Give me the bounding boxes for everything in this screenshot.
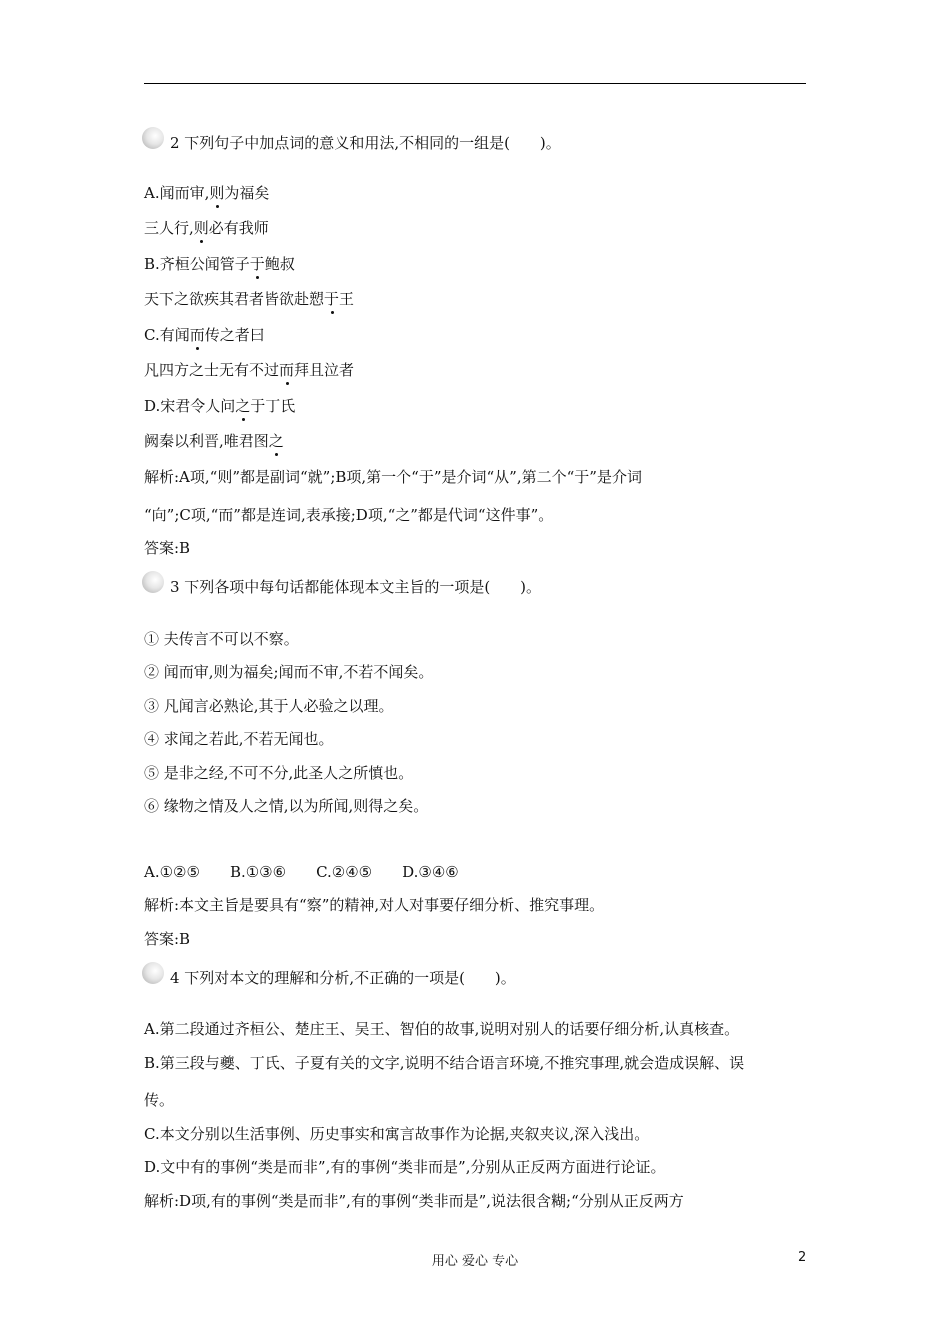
q3-item: ⑤ 是非之经,不可不分,此圣人之所慎也。 bbox=[144, 764, 414, 782]
q3-item: ⑥ 缘物之情及人之情,以为所闻,则得之矣。 bbox=[144, 797, 429, 815]
q4-option-c: C.本文分别以生活事例、历史事实和寓言故事作为论据,夹叙夹议,深入浅出。 bbox=[144, 1125, 650, 1143]
question-4-heading bbox=[144, 968, 516, 988]
question-2-text: 2 下列句子中加点词的意义和用法,不相同的一组是( )。 bbox=[170, 134, 561, 152]
page-number: 2 bbox=[798, 1250, 807, 1265]
emphasis-dot-char: 则 bbox=[209, 184, 225, 202]
q3-item: ④ 求闻之若此,不若无闻也。 bbox=[144, 730, 334, 748]
emphasis-dot-char: 之 bbox=[268, 432, 284, 450]
question-4-text: 4 下列对本文的理解和分析,不正确的一项是( )。 bbox=[170, 969, 516, 987]
q4-option-b-line2: 传。 bbox=[144, 1091, 175, 1109]
q3-answer: 答案:B bbox=[144, 930, 191, 948]
q2-option-b-line1: B.齐桓公闻管子于鲍叔 bbox=[144, 255, 295, 273]
emphasis-dot-char: 之 bbox=[235, 397, 251, 415]
q2-option-d-line2: 阙秦以利晋,唯君图之 bbox=[144, 432, 284, 450]
question-2-heading bbox=[144, 133, 561, 153]
q2-analysis-line2: “向”;C项,“而”都是连词,表承接;D项,“之”都是代词“这件事”。 bbox=[144, 506, 554, 524]
page-footer: 用心 爱心 专心 bbox=[431, 1254, 519, 1269]
q2-analysis-line1: 解析:A项,“则”都是副词“就”;B项,第一个“于”是介词“从”,第二个“于”是介词 bbox=[144, 468, 642, 486]
emphasis-dot-char: 则 bbox=[193, 219, 209, 237]
q4-analysis: 解析:D项,有的事例“类是而非”,有的事例“类非而是”,说法很含糊;“分别从正反两方 bbox=[144, 1192, 684, 1210]
question-3-heading bbox=[144, 577, 541, 597]
q4-option-b-line1: B.第三段与夔、丁氏、子夏有关的文字,说明不结合语言环境,不推究事理,就会造成误解、误 bbox=[144, 1054, 745, 1072]
q2-option-c-line1: C.有闻而传之者曰 bbox=[144, 326, 265, 344]
q3-item: ② 闻而审,则为福矣;闻而不审,不若不闻矣。 bbox=[144, 663, 434, 681]
q4-option-a: A.第二段通过齐桓公、楚庄王、吴王、智伯的故事,说明对别人的话要仔细分析,认真核查。 bbox=[144, 1020, 740, 1038]
q3-item: ③ 凡闻言必熟论,其于人必验之以理。 bbox=[144, 697, 394, 715]
q4-option-d: D.文中有的事例“类是而非”,有的事例“类非而是”,分别从正反两方面进行论证。 bbox=[144, 1158, 666, 1176]
q2-option-d-line1: D.宋君令人问之于丁氏 bbox=[144, 397, 296, 415]
emphasis-dot-char: 于 bbox=[249, 255, 265, 273]
emphasis-dot-char: 而 bbox=[189, 326, 205, 344]
q2-option-a-line2: 三人行,则必有我师 bbox=[144, 219, 269, 237]
q2-option-c-line2: 凡四方之士无有不过而拜且泣者 bbox=[144, 361, 355, 379]
q2-option-a-line1: A.闻而审,则为福矣 bbox=[144, 184, 270, 202]
q3-item: ① 夫传言不可以不察。 bbox=[144, 630, 299, 648]
question-3-text: 3 下列各项中每句话都能体现本文主旨的一项是( )。 bbox=[170, 578, 542, 596]
q2-answer: 答案:B bbox=[144, 539, 191, 557]
emphasis-dot-char: 而 bbox=[279, 361, 295, 379]
q3-options: A.①②⑤ B.①③⑥ C.②④⑤ D.③④⑥ bbox=[144, 863, 459, 881]
emphasis-dot-char: 于 bbox=[324, 290, 340, 308]
q2-option-b-line2: 天下之欲疾其君者皆欲赴愬于王 bbox=[144, 290, 355, 308]
header-rule bbox=[144, 83, 806, 84]
q3-analysis: 解析:本文主旨是要具有“察”的精神,对人对事要仔细分析、推究事理。 bbox=[144, 896, 605, 914]
